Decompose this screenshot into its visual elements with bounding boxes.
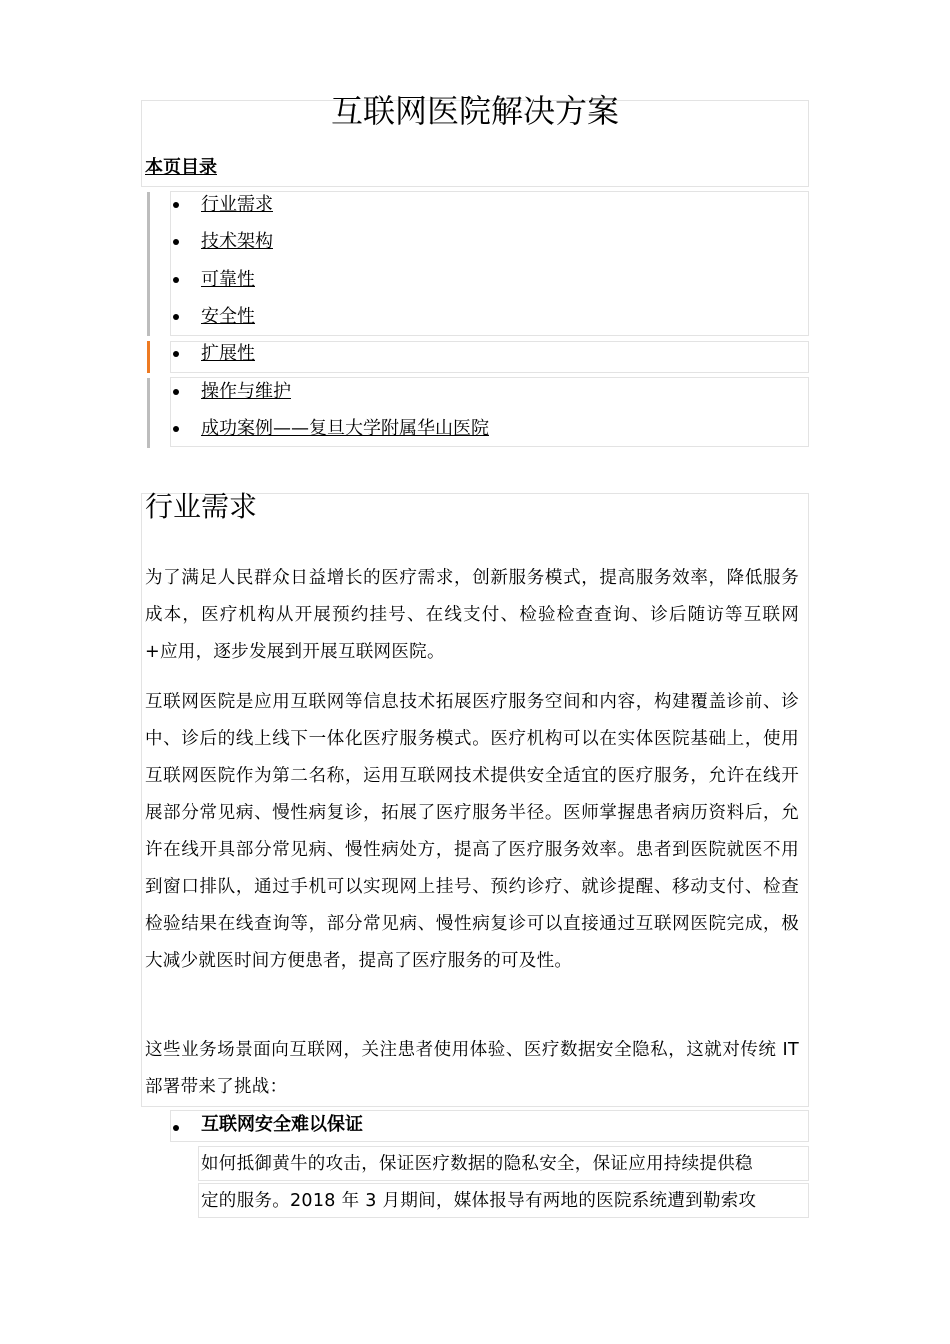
- toc-link-operations[interactable]: 操作与维护: [201, 381, 291, 402]
- paragraph-2: 互联网医院是应用互联网等信息技术拓展医疗服务空间和内容，构建覆盖诊前、诊中、诊后的线上线下一体化医疗服务模式。医疗机构可以在实体医院基础上，使用互联网医院作为第二名称，运用互联网技术提供安全适宜的医疗服务，允许在线开展部分常见病、慢性病复诊，拓展了医疗服务半径。医师掌握患者病历资料后，允许在线开具部分常见病、慢性病处方，提高了医疗服务效率。患者到医院就医不用到窗口排队，通过手机可以实现网上挂号、预约诊疗、就诊提醒、移动支付、检查检验结果在线查询等，部分常见病、慢性病复诊可以直接通过互联网医院完成，极大减少就医时间方便患者，提高了医疗服务的可及性。: [145, 692, 799, 971]
- toc-bar-active: [147, 341, 150, 373]
- bullet-icon: [173, 239, 179, 245]
- bullet-icon: [173, 314, 179, 320]
- paragraph-3: 这些业务场景面向互联网，关注患者使用体验、医疗数据安全隐私，这就对传统 IT 部署带来了挑战：: [145, 1040, 799, 1097]
- page-title: 互联网医院解决方案: [330, 92, 619, 130]
- toc-link-reliability[interactable]: 可靠性: [201, 269, 255, 290]
- bullet-icon: [173, 389, 179, 395]
- bullet-icon: [173, 277, 179, 283]
- toc-link-security[interactable]: 安全性: [201, 306, 255, 327]
- toc-link-success-case[interactable]: 成功案例——复旦大学附属华山医院: [201, 418, 489, 439]
- bullet-icon: [173, 202, 179, 208]
- challenge-title: 互联网安全难以保证: [201, 1114, 363, 1135]
- toc-bar-group-1: [147, 192, 150, 336]
- toc-link-scalability[interactable]: 扩展性: [201, 343, 255, 364]
- bullet-icon: [173, 1125, 179, 1131]
- toc-link-industry-needs[interactable]: 行业需求: [201, 194, 273, 215]
- toc-bar-group-3: [147, 378, 150, 448]
- challenge-line-2: 定的服务。2018 年 3 月期间，媒体报导有两地的医院系统遭到勒索攻: [201, 1191, 757, 1211]
- bullet-icon: [173, 426, 179, 432]
- toc-group-frame-2: [170, 341, 809, 373]
- bullet-icon: [173, 351, 179, 357]
- paragraph-1: 为了满足人民群众日益增长的医疗需求，创新服务模式，提高服务效率，降低服务成本，医疗机构从开展预约挂号、在线支付、检验检查查询、诊后随访等互联网+应用，逐步发展到开展互联网医院。: [145, 568, 799, 662]
- challenge-line-1: 如何抵御黄牛的攻击，保证医疗数据的隐私安全，保证应用持续提供稳: [201, 1154, 753, 1174]
- toc-link-architecture[interactable]: 技术架构: [201, 231, 273, 252]
- section-heading: 行业需求: [145, 490, 258, 523]
- toc-label: 本页目录: [145, 157, 217, 178]
